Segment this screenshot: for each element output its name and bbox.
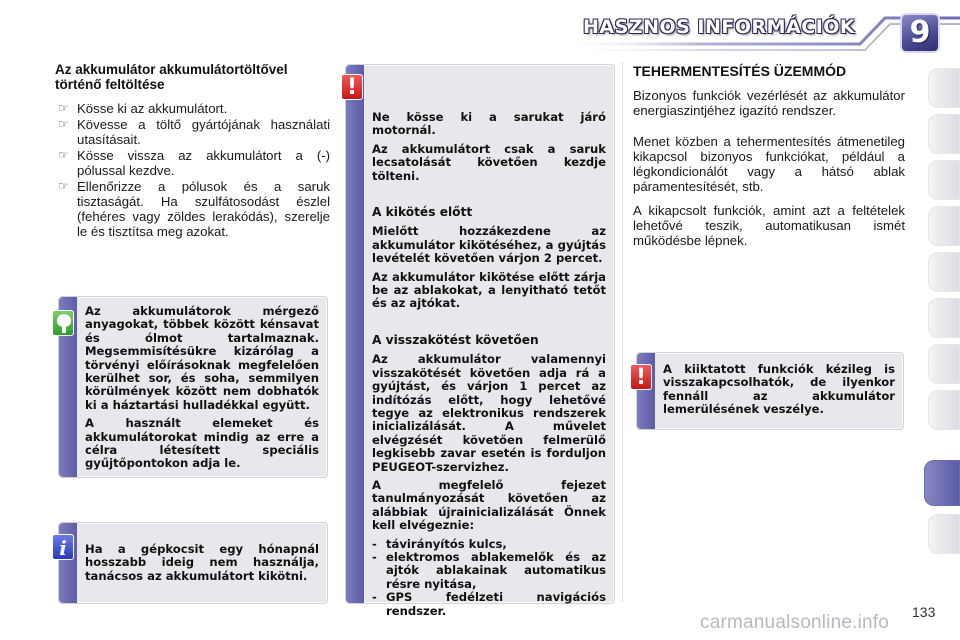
watermark: carmanualsonline.info bbox=[700, 612, 890, 633]
left-column bbox=[55, 62, 330, 240]
list-item: ☞ Kövesse a töltő gyártójának használati utasításait. bbox=[58, 117, 330, 147]
chapter-tabs bbox=[928, 68, 960, 580]
eco-tree-icon bbox=[52, 310, 74, 336]
pointing-hand-icon: ☞ bbox=[58, 148, 69, 162]
instruction-list bbox=[55, 101, 330, 239]
right-column bbox=[633, 62, 905, 257]
chapter-tab-active[interactable] bbox=[924, 460, 960, 506]
warning-note-text: A kiiktatott funkciók kézileg is visszakapcsolhatók, de ilyenkor fennáll az akkumulátor lemerülésének veszélye. bbox=[663, 362, 895, 417]
warning-icon: ! bbox=[630, 364, 652, 390]
chapter-tab[interactable] bbox=[928, 390, 960, 430]
section-heading: TEHERMENTESÍTÉS ÜZEMMÓD bbox=[633, 63, 847, 79]
section-heading: Az akkumulátor akkumulátortöltővel történő feltöltése bbox=[55, 62, 288, 92]
paragraph: Bizonyos funkciók vezérlését az akkumulátor energiaszintjéhez igazító rendszer. bbox=[633, 88, 905, 118]
info-note-box bbox=[58, 522, 328, 604]
eco-note-box bbox=[58, 296, 328, 478]
chapter-tab[interactable] bbox=[928, 160, 960, 200]
pointing-hand-icon: ☞ bbox=[58, 117, 69, 131]
eco-note-text: Az akkumulátorok mérgező anyagokat, többek között kénsavat és ólmot tartalmaznak. Megsemmisítésükre kizárólag a törvényi előírásoknak megfelelően kerülhet sor, és soha, semmilyen körülmények között nem dobhatók ki a háztartási hulladékkal együtt. bbox=[85, 304, 319, 412]
page-section-title: HASZNOS INFORMÁCIÓK bbox=[583, 16, 856, 38]
subheading: A kikötés előtt bbox=[372, 205, 473, 220]
warning-box-loadshedding bbox=[636, 352, 904, 430]
chapter-tab[interactable] bbox=[928, 252, 960, 292]
paragraph: A kikapcsolt funkciók, amint azt a feltételek lehetővé teszik, automatikusan ismét működésbe lépnek. bbox=[633, 203, 905, 248]
subheading: A visszakötést követően bbox=[372, 332, 539, 347]
eco-note-text: A használt elemeket és akkumulátorokat mindig az erre a célra létesített speciális gyűjtőpontokon adja le. bbox=[85, 416, 319, 471]
paragraph: Menet közben a tehermentesítés átmenetileg kikapcsol bizonyos funkciókat, például a légkondicionálót vagy a hátsó ablak páramentesítését, stb. bbox=[633, 134, 905, 194]
warning-box-battery: Ne kösse ki a sarukat járó motornál. Az akkumulátort csak a saruk lecsatolását követően kezdje tölteni. A kikötés előtt Mielőtt hozzákezdene az akkumulátor kikötéséhez, a gyújtás levételét követően várjon 2 percet. Az akkumulátor kikötése előtt zárja be az ablakokat, a lenyitható tetőt és az ajtókat. A visszakötést követően Az akkumulátor valamennyi visszakötését követően adja rá a gyújtást, és várjon 1 percet az indítózás előtt, hogy lehetővé tegye az elektronikus rendszerek inicializálását. A művelet elvégzését követően felmerülő legkisebb zavar esetén is forduljon PEUGEOT-szervizhez. A megfelelő fejezet tanulmányozását követően az alábbiak újrainicializálását Önnek kell elvégeznie: - távirányítós kulcs, - elektromos ablakemelők és az ajtók ablakainak automatikus résre nyitása, - GPS fedélzeti navigációs rendszer. bbox=[345, 64, 615, 604]
chapter-tab[interactable] bbox=[928, 114, 960, 154]
chapter-tab[interactable] bbox=[928, 514, 960, 554]
page-number: 133 bbox=[912, 604, 936, 620]
chapter-tab[interactable] bbox=[928, 206, 960, 246]
list-item: - elektromos ablakemelők és az ajtók ablakainak automatikus résre nyitása, bbox=[372, 549, 606, 591]
chapter-tab[interactable] bbox=[928, 298, 960, 338]
chapter-number-badge: 9 bbox=[900, 13, 940, 53]
warning-icon: ! bbox=[341, 74, 363, 100]
list-item: ☞ Kösse vissza az akkumulátort a (-) pólussal kezdve. bbox=[58, 148, 330, 178]
column-divider bbox=[622, 62, 623, 602]
chapter-tab[interactable] bbox=[928, 344, 960, 384]
list-item: ☞ Kösse ki az akkumulátort. bbox=[58, 101, 228, 116]
chapter-tab[interactable] bbox=[928, 68, 960, 108]
info-icon: i bbox=[52, 534, 74, 560]
pointing-hand-icon: ☞ bbox=[58, 101, 69, 115]
info-note-text: Ha a gépkocsit egy hónapnál hosszabb ideig nem használja, tanácsos az akkumulátort kikötni. bbox=[85, 542, 319, 583]
list-item: ☞ Ellenőrizze a pólusok és a saruk tisztaságát. Ha szulfátosodást észlel (fehéres vagy zöldes lerakódás), szerelje le és tisztítsa meg azokat. bbox=[58, 179, 330, 239]
list-item: - távirányítós kulcs, bbox=[372, 536, 507, 551]
pointing-hand-icon: ☞ bbox=[58, 179, 69, 193]
reinit-list bbox=[372, 538, 606, 618]
list-item: - GPS fedélzeti navigációs rendszer. bbox=[372, 590, 606, 618]
